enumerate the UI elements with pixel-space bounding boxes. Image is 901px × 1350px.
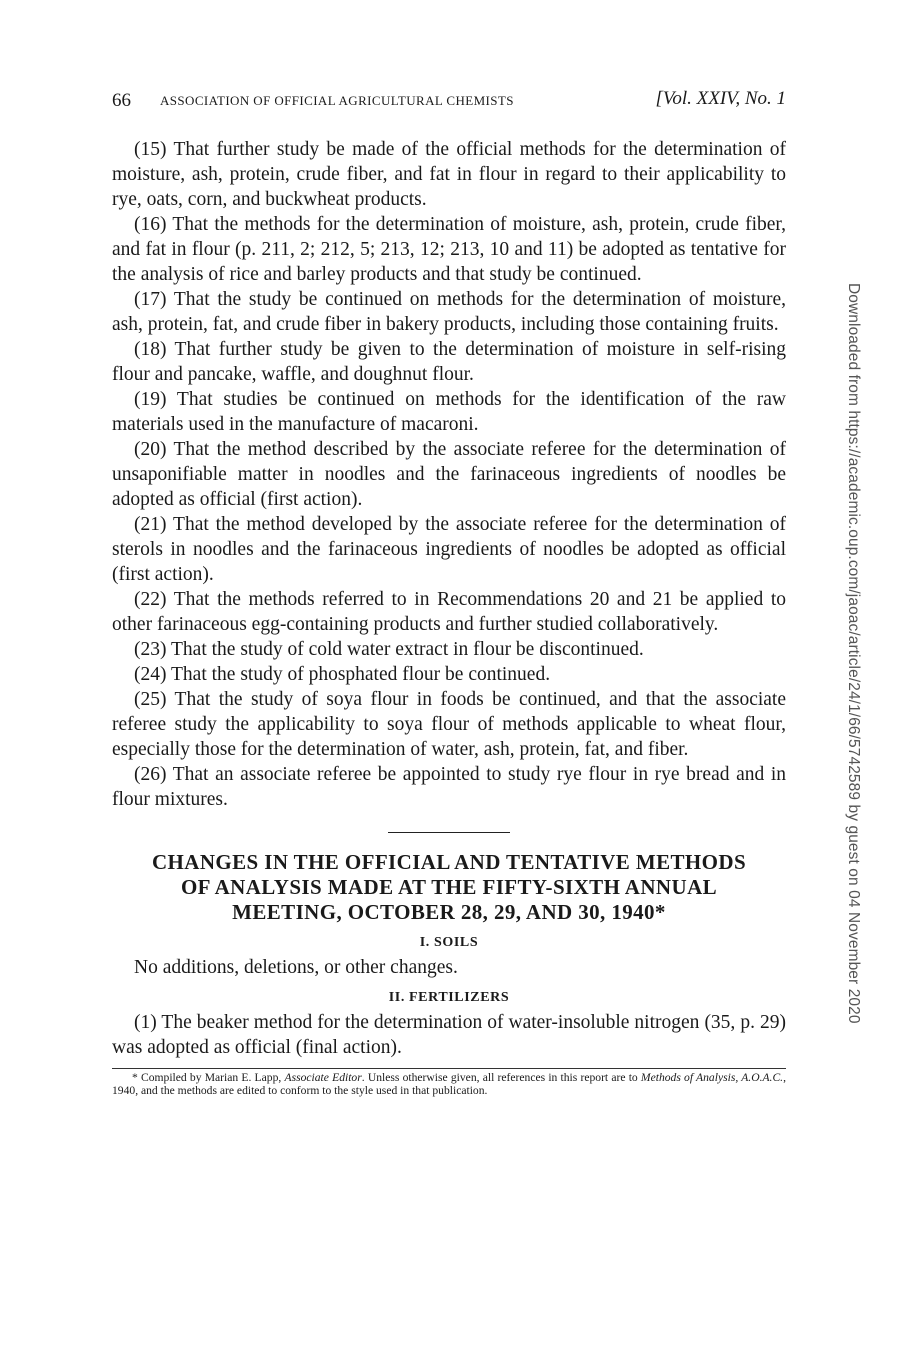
section-title xyxy=(112,850,786,925)
soils-text: No additions, deletions, or other changes. xyxy=(134,957,458,978)
fertilizers-heading: II. FERTILIZERS xyxy=(388,990,510,1005)
section-title-line-2: OF ANALYSIS MADE AT THE FIFTY-SIXTH ANNUAL xyxy=(180,875,718,899)
section-title-line-3: MEETING, OCTOBER 28, 29, AND 30, 1940* xyxy=(232,900,666,924)
download-stamp: Downloaded from https://academic.oup.com/jaoac/article/24/1/66/5742589 by guest on 04 November 2020 xyxy=(845,283,862,1024)
recommendation-23: (23) That the study of cold water extract in flour be discontinued. xyxy=(134,639,644,660)
recommendation-26: (26) That an associate referee be appointed to study rye flour in rye bread and in flour mixtures. xyxy=(112,764,786,810)
recommendation-17: (17) That the study be continued on methods for the determination of moisture, ash, protein, fat, and crude fiber in bakery products, including those containing fruits. xyxy=(112,289,786,335)
recommendation-20: (20) That the method described by the associate referee for the determination of unsaponifiable matter in noodles and the farinaceous ingredients of noodles be adopted as official (first action). xyxy=(112,439,786,510)
footnote-book-title: Methods of Analysis, A.O.A.C. xyxy=(640,1071,784,1084)
recommendation-24: (24) That the study of phosphated flour be continued. xyxy=(134,664,551,685)
footnote-rule xyxy=(112,1068,786,1069)
footnote-tail: , 1940, and the methods are edited to conform to the style used in that publication. xyxy=(112,1071,786,1097)
recommendation-15: (15) That further study be made of the official methods for the determination of moisture, ash, protein, crude fiber, and fat in flour in regard to their applicability to rye, oats, corn, and buckwheat products. xyxy=(112,139,786,210)
footnote xyxy=(112,1072,786,1097)
soils-heading: I. SOILS xyxy=(419,935,479,950)
fertilizers-section xyxy=(112,1010,786,1060)
recommendation-16: (16) That the methods for the determination of moisture, ash, protein, crude fiber, and fat in flour (p. 211, 2; 212, 5; 213, 12; 213, 10 and 11) be adopted as tentative for the analysis of rice and barley products and that study be continued. xyxy=(112,214,786,285)
footnote-editor-role: Associate Editor xyxy=(284,1071,362,1084)
page-number: 66 xyxy=(112,90,131,111)
running-head xyxy=(112,88,786,118)
fertilizers-text: (1) The beaker method for the determination of water-insoluble nitrogen (35, p. 29) was adopted as official (final action). xyxy=(112,1012,786,1058)
journal-title: ASSOCIATION OF OFFICIAL AGRICULTURAL CHEMISTS xyxy=(160,93,514,108)
recommendation-18: (18) That further study be given to the determination of moisture in self-rising flour and pancake, waffle, and doughnut flour. xyxy=(112,339,786,385)
recommendation-22: (22) That the methods referred to in Recommendations 20 and 21 be applied to other farinaceous egg-containing products and further studied collaboratively. xyxy=(112,589,786,635)
page-content xyxy=(112,88,786,1097)
recommendation-21: (21) That the method developed by the associate referee for the determination of sterols in noodles and the farinaceous ingredients of noodles be adopted as official (first action). xyxy=(112,514,786,585)
volume-issue: [Vol. XXIV, No. 1 xyxy=(655,88,786,109)
footnote-middle: . Unless otherwise given, all references in this report are to xyxy=(361,1071,638,1084)
section-title-line-1: CHANGES IN THE OFFICIAL AND TENTATIVE METHODS xyxy=(151,850,747,874)
recommendation-19: (19) That studies be continued on methods for the identification of the raw materials used in the manufacture of macaroni. xyxy=(112,389,786,435)
recommendations-list xyxy=(112,137,786,812)
section-divider xyxy=(388,832,510,833)
footnote-lead: * Compiled by Marian E. Lapp, xyxy=(132,1071,282,1084)
recommendation-25: (25) That the study of soya flour in foods be continued, and that the associate referee study the applicability to soya flour of methods applicable to wheat flour, especially those for the determination of water, ash, protein, fat, and fiber. xyxy=(112,689,786,760)
soils-section xyxy=(112,955,786,980)
